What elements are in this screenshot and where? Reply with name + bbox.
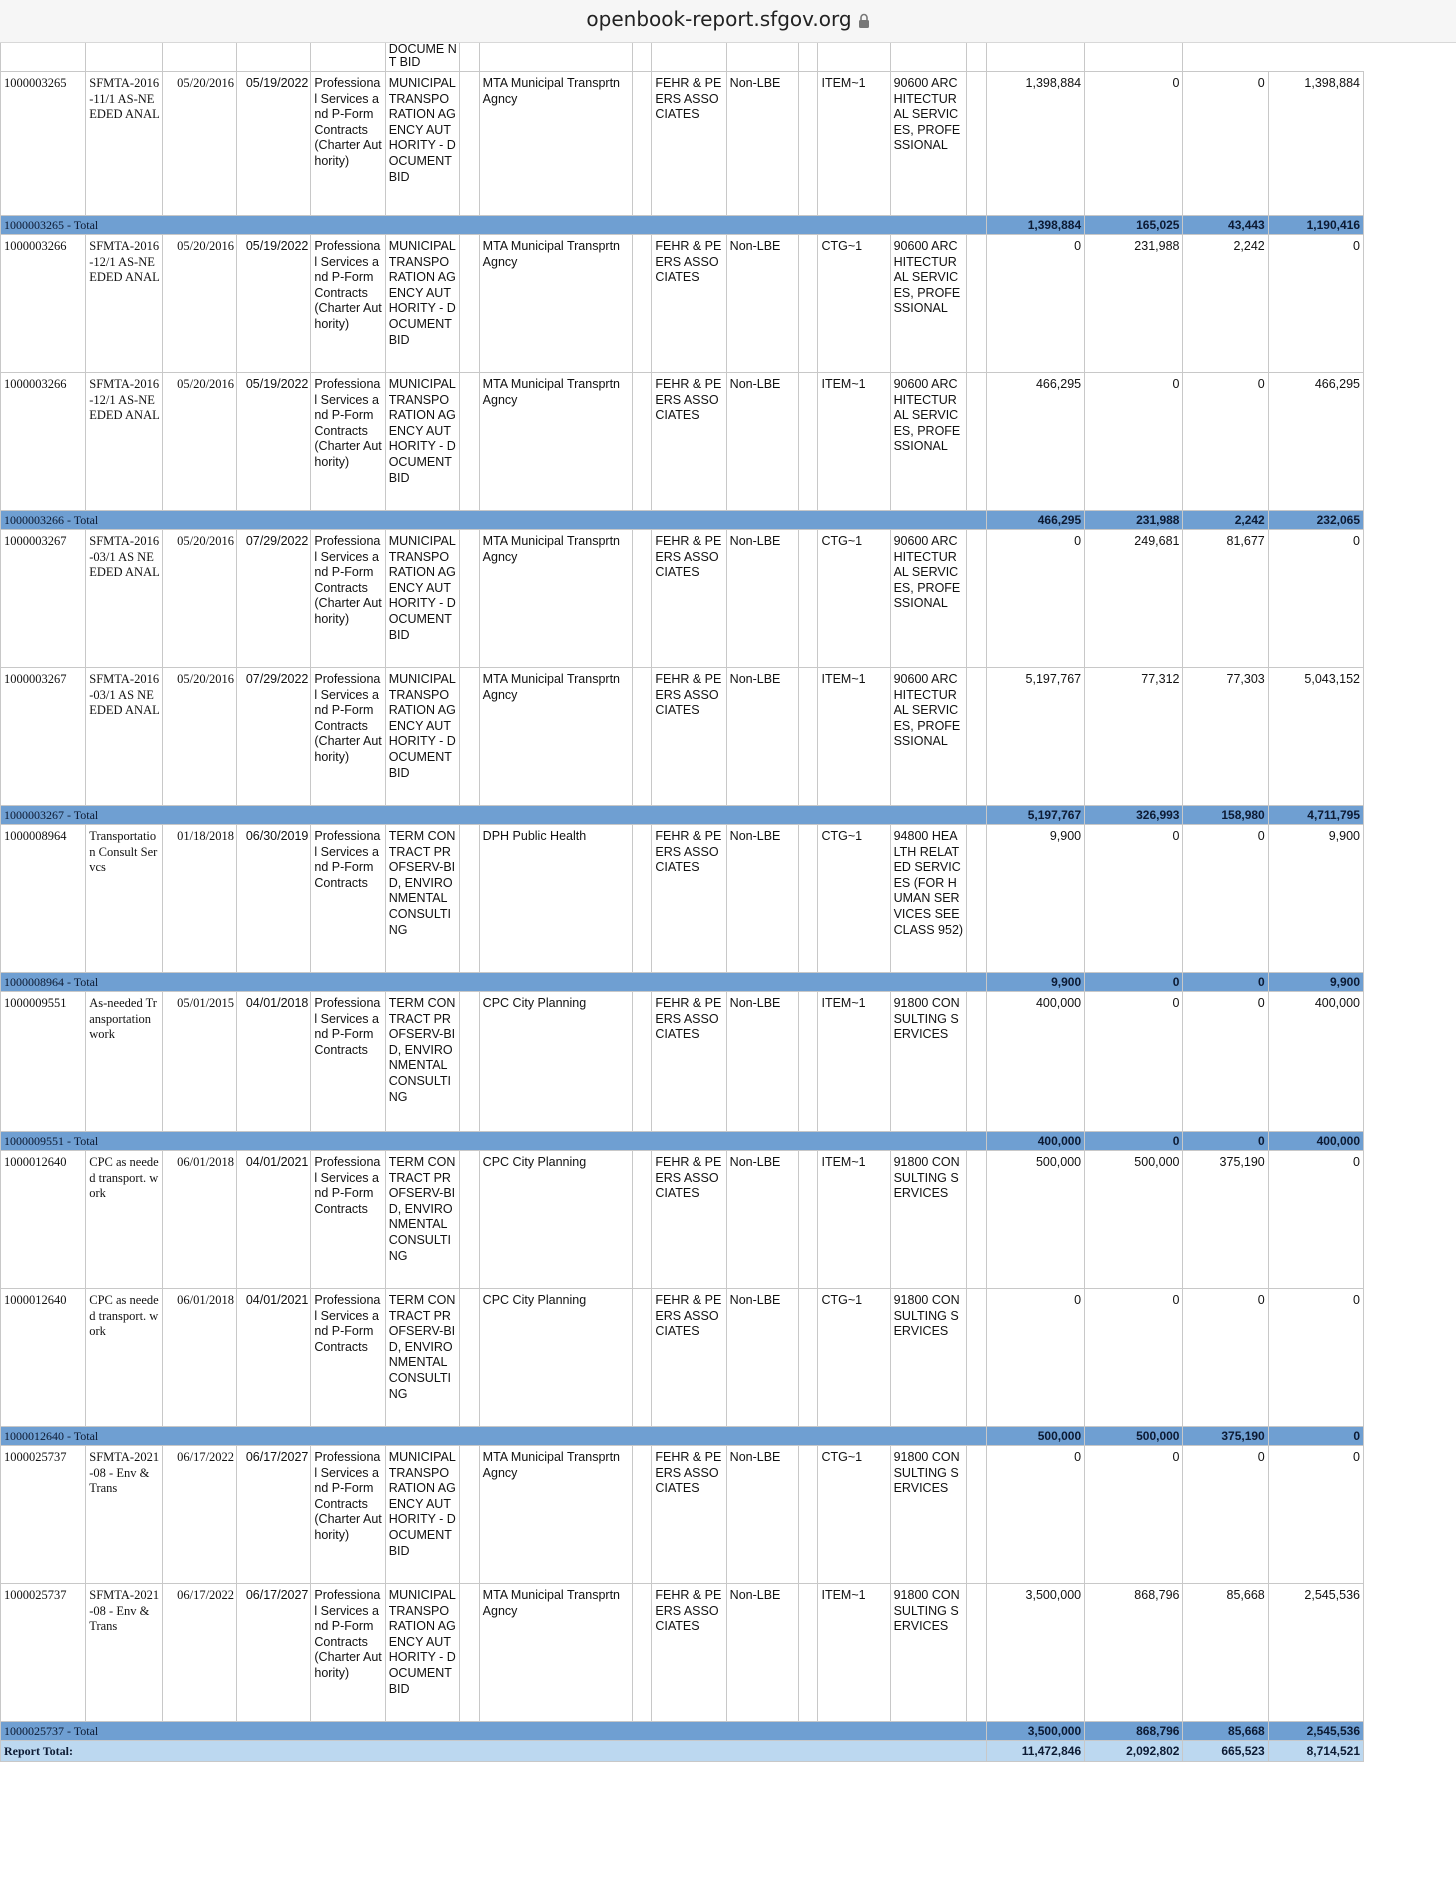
contract-type-cell: Professional Services and P-Form Contracts — [311, 825, 385, 973]
subtotal-po-amount: 231,988 — [1085, 511, 1183, 530]
supplier-cell: FEHR & PEERS ASSOCIATES — [652, 1151, 726, 1289]
clipped-cell — [1, 43, 86, 72]
remaining-amount-cell: 9,900 — [1268, 825, 1363, 973]
spacer-cell — [967, 72, 987, 216]
contract-type-cell: Professional Services and P-Form Contracts — [311, 1289, 385, 1427]
line-item-cell: CTG~1 — [818, 1446, 890, 1584]
po-number-cell: 1000012640 — [1, 1151, 86, 1289]
contract-title-cell: CPC as needed transport. work — [86, 1151, 163, 1289]
subtotal-paid: 375,190 — [1183, 1427, 1268, 1446]
contract-title-cell: SFMTA-2016-11/1 AS-NEEDED ANAL — [86, 72, 163, 216]
end-date-cell: 06/17/2027 — [237, 1446, 311, 1584]
department-cell: CPC City Planning — [479, 992, 632, 1132]
clipped-cell — [726, 43, 798, 72]
start-date-cell: 05/20/2016 — [162, 668, 236, 806]
spacer-cell — [967, 992, 987, 1132]
po-amount-cell: 0 — [1085, 1289, 1183, 1427]
table-row — [1, 1584, 1364, 1722]
agreed-amount-cell: 5,197,767 — [986, 668, 1084, 806]
clipped-cell — [311, 43, 385, 72]
remaining-amount-cell: 0 — [1268, 1289, 1363, 1427]
remaining-amount-cell: 0 — [1268, 530, 1363, 668]
remaining-amount-cell: 2,545,536 — [1268, 1584, 1363, 1722]
department-cell: MTA Municipal Transprtn Agncy — [479, 72, 632, 216]
supplier-cell: FEHR & PEERS ASSOCIATES — [652, 992, 726, 1132]
po-number-cell: 1000009551 — [1, 992, 86, 1132]
line-item-cell: ITEM~1 — [818, 1584, 890, 1722]
po-amount-cell: 0 — [1085, 992, 1183, 1132]
remaining-amount-cell: 0 — [1268, 235, 1363, 373]
award-type-cell: MUNICIPAL TRANSPORATION AGENCY AUTHORITY - DOCUMENT BID — [385, 72, 459, 216]
clipped-cell: DOCUME NT BID — [385, 43, 459, 72]
subtotal-po-amount: 0 — [1085, 973, 1183, 992]
lbe-status-cell: Non-LBE — [726, 235, 798, 373]
lbe-status-cell: Non-LBE — [726, 373, 798, 511]
subtotal-paid: 2,242 — [1183, 511, 1268, 530]
table-row — [1, 668, 1364, 806]
agreed-amount-cell: 0 — [986, 1446, 1084, 1584]
department-cell: MTA Municipal Transprtn Agncy — [479, 1446, 632, 1584]
line-item-cell: CTG~1 — [818, 235, 890, 373]
end-date-cell: 07/29/2022 — [237, 530, 311, 668]
subtotal-row — [1, 216, 1364, 235]
subtotal-label: 1000003267 - Total — [1, 806, 987, 825]
subtotal-agreed: 3,500,000 — [986, 1722, 1084, 1741]
start-date-cell: 05/20/2016 — [162, 530, 236, 668]
contract-title-cell: As-needed Transportation work — [86, 992, 163, 1132]
subtotal-remaining: 400,000 — [1268, 1132, 1363, 1151]
commodity-cell: 91800 CONSULTING SERVICES — [890, 1151, 967, 1289]
po-amount-cell: 249,681 — [1085, 530, 1183, 668]
subtotal-agreed: 9,900 — [986, 973, 1084, 992]
lock-icon — [858, 9, 870, 33]
commodity-cell: 91800 CONSULTING SERVICES — [890, 1584, 967, 1722]
department-cell: CPC City Planning — [479, 1289, 632, 1427]
lbe-status-cell: Non-LBE — [726, 825, 798, 973]
paid-amount-cell: 0 — [1183, 1446, 1268, 1584]
spacer-cell — [460, 992, 480, 1132]
clipped-cell — [818, 43, 890, 72]
agreed-amount-cell: 0 — [986, 235, 1084, 373]
award-type-cell: MUNICIPAL TRANSPORATION AGENCY AUTHORITY - DOCUMENT BID — [385, 235, 459, 373]
spacer-cell — [460, 235, 480, 373]
end-date-cell: 04/01/2021 — [237, 1151, 311, 1289]
clipped-cell — [237, 43, 311, 72]
remaining-amount-cell: 5,043,152 — [1268, 668, 1363, 806]
paid-amount-cell: 2,242 — [1183, 235, 1268, 373]
table-row — [1, 1289, 1364, 1427]
contract-type-cell: Professional Services and P-Form Contracts (Charter Authority) — [311, 1446, 385, 1584]
spacer-cell — [967, 825, 987, 973]
table-row — [1, 992, 1364, 1132]
supplier-cell: FEHR & PEERS ASSOCIATES — [652, 1289, 726, 1427]
clipped-cell — [798, 43, 818, 72]
subtotal-row — [1, 973, 1364, 992]
subtotal-paid: 0 — [1183, 1132, 1268, 1151]
spacer-cell — [967, 1289, 987, 1427]
lbe-status-cell: Non-LBE — [726, 1289, 798, 1427]
subtotal-po-amount: 500,000 — [1085, 1427, 1183, 1446]
spacer-cell — [798, 992, 818, 1132]
spacer-cell — [798, 1584, 818, 1722]
department-cell: MTA Municipal Transprtn Agncy — [479, 373, 632, 511]
department-cell: MTA Municipal Transprtn Agncy — [479, 235, 632, 373]
po-amount-cell: 231,988 — [1085, 235, 1183, 373]
award-type-cell: MUNICIPAL TRANSPORATION AGENCY AUTHORITY - DOCUMENT BID — [385, 668, 459, 806]
commodity-cell: 90600 ARCHITECTURAL SERVICES, PROFESSIONAL — [890, 530, 967, 668]
subtotal-paid: 0 — [1183, 973, 1268, 992]
report-total-label: Report Total: — [1, 1741, 987, 1762]
spacer-cell — [798, 530, 818, 668]
report-table — [0, 43, 1364, 1762]
spacer-cell — [632, 1584, 652, 1722]
clipped-cell — [460, 43, 480, 72]
start-date-cell: 06/17/2022 — [162, 1446, 236, 1584]
supplier-cell: FEHR & PEERS ASSOCIATES — [652, 72, 726, 216]
spacer-cell — [460, 1289, 480, 1427]
contract-type-cell: Professional Services and P-Form Contracts (Charter Authority) — [311, 72, 385, 216]
agreed-amount-cell: 500,000 — [986, 1151, 1084, 1289]
spacer-cell — [632, 530, 652, 668]
commodity-cell: 90600 ARCHITECTURAL SERVICES, PROFESSIONAL — [890, 235, 967, 373]
end-date-cell: 07/29/2022 — [237, 668, 311, 806]
department-cell: DPH Public Health — [479, 825, 632, 973]
agreed-amount-cell: 0 — [986, 1289, 1084, 1427]
po-amount-cell: 0 — [1085, 373, 1183, 511]
clipped-cell — [162, 43, 236, 72]
subtotal-paid: 43,443 — [1183, 216, 1268, 235]
line-item-cell: ITEM~1 — [818, 72, 890, 216]
report-total-remaining: 8,714,521 — [1268, 1741, 1363, 1762]
contract-type-cell: Professional Services and P-Form Contracts (Charter Authority) — [311, 373, 385, 511]
spacer-cell — [460, 373, 480, 511]
spacer-cell — [798, 668, 818, 806]
line-item-cell: CTG~1 — [818, 825, 890, 973]
spacer-cell — [967, 1584, 987, 1722]
clipped-cell — [86, 43, 163, 72]
spacer-cell — [460, 1446, 480, 1584]
spacer-cell — [460, 72, 480, 216]
line-item-cell: ITEM~1 — [818, 992, 890, 1132]
award-type-cell: TERM CONTRACT PROFSERV-BID, ENVIRONMENTAL CONSULTING — [385, 1151, 459, 1289]
subtotal-label: 1000003266 - Total — [1, 511, 987, 530]
table-row — [1, 825, 1364, 973]
subtotal-row — [1, 1132, 1364, 1151]
subtotal-label: 1000009551 - Total — [1, 1132, 987, 1151]
paid-amount-cell: 77,303 — [1183, 668, 1268, 806]
po-amount-cell: 500,000 — [1085, 1151, 1183, 1289]
remaining-amount-cell: 400,000 — [1268, 992, 1363, 1132]
po-number-cell: 1000008964 — [1, 825, 86, 973]
start-date-cell: 05/01/2015 — [162, 992, 236, 1132]
subtotal-label: 1000025737 - Total — [1, 1722, 987, 1741]
spacer-cell — [967, 530, 987, 668]
spacer-cell — [798, 1289, 818, 1427]
contract-type-cell: Professional Services and P-Form Contracts (Charter Authority) — [311, 235, 385, 373]
lbe-status-cell: Non-LBE — [726, 72, 798, 216]
end-date-cell: 06/17/2027 — [237, 1584, 311, 1722]
po-number-cell: 1000003267 — [1, 530, 86, 668]
paid-amount-cell: 0 — [1183, 825, 1268, 973]
paid-amount-cell: 0 — [1183, 992, 1268, 1132]
spacer-cell — [460, 668, 480, 806]
award-type-cell: MUNICIPAL TRANSPORATION AGENCY AUTHORITY - DOCUMENT BID — [385, 1584, 459, 1722]
end-date-cell: 06/30/2019 — [237, 825, 311, 973]
start-date-cell: 05/20/2016 — [162, 235, 236, 373]
spacer-cell — [798, 72, 818, 216]
lbe-status-cell: Non-LBE — [726, 1151, 798, 1289]
page-bottom-margin — [0, 1862, 1456, 1891]
supplier-cell: FEHR & PEERS ASSOCIATES — [652, 1446, 726, 1584]
commodity-cell: 94800 HEALTH RELATED SERVICES (FOR HUMAN SERVICES SEE CLASS 952) — [890, 825, 967, 973]
supplier-cell: FEHR & PEERS ASSOCIATES — [652, 825, 726, 973]
award-type-cell: MUNICIPAL TRANSPORATION AGENCY AUTHORITY - DOCUMENT BID — [385, 530, 459, 668]
subtotal-remaining: 0 — [1268, 1427, 1363, 1446]
spacer-cell — [632, 825, 652, 973]
award-type-cell: MUNICIPAL TRANSPORATION AGENCY AUTHORITY - DOCUMENT BID — [385, 1446, 459, 1584]
table-row — [1, 1446, 1364, 1584]
po-number-cell: 1000003266 — [1, 373, 86, 511]
agreed-amount-cell: 1,398,884 — [986, 72, 1084, 216]
subtotal-row — [1, 1722, 1364, 1741]
clipped-cell — [652, 43, 726, 72]
subtotal-agreed: 1,398,884 — [986, 216, 1084, 235]
subtotal-agreed: 500,000 — [986, 1427, 1084, 1446]
spacer-cell — [632, 1446, 652, 1584]
po-amount-cell: 0 — [1085, 72, 1183, 216]
spacer-cell — [967, 668, 987, 806]
report-table-container — [0, 43, 1364, 1762]
subtotal-remaining: 4,711,795 — [1268, 806, 1363, 825]
lbe-status-cell: Non-LBE — [726, 1584, 798, 1722]
lbe-status-cell: Non-LBE — [726, 1446, 798, 1584]
contract-type-cell: Professional Services and P-Form Contracts — [311, 1151, 385, 1289]
commodity-cell: 90600 ARCHITECTURAL SERVICES, PROFESSIONAL — [890, 668, 967, 806]
remaining-amount-cell: 0 — [1268, 1446, 1363, 1584]
spacer-cell — [632, 235, 652, 373]
subtotal-row — [1, 806, 1364, 825]
spacer-cell — [632, 373, 652, 511]
clipped-cell — [967, 43, 987, 72]
po-number-cell: 1000003266 — [1, 235, 86, 373]
spacer-cell — [798, 373, 818, 511]
clipped-cell — [1085, 43, 1183, 72]
subtotal-remaining: 2,545,536 — [1268, 1722, 1363, 1741]
supplier-cell: FEHR & PEERS ASSOCIATES — [652, 235, 726, 373]
spacer-cell — [967, 235, 987, 373]
commodity-cell: 91800 CONSULTING SERVICES — [890, 1446, 967, 1584]
clipped-cell — [986, 43, 1084, 72]
paid-amount-cell: 0 — [1183, 373, 1268, 511]
clipped-row — [1, 43, 1364, 72]
end-date-cell: 05/19/2022 — [237, 72, 311, 216]
line-item-cell: ITEM~1 — [818, 668, 890, 806]
remaining-amount-cell: 1,398,884 — [1268, 72, 1363, 216]
contract-title-cell: SFMTA-2016-12/1 AS-NEEDED ANAL — [86, 235, 163, 373]
po-number-cell: 1000025737 — [1, 1584, 86, 1722]
spacer-cell — [798, 825, 818, 973]
paid-amount-cell: 375,190 — [1183, 1151, 1268, 1289]
start-date-cell: 06/01/2018 — [162, 1151, 236, 1289]
browser-address-bar[interactable] — [0, 0, 1456, 43]
po-amount-cell: 77,312 — [1085, 668, 1183, 806]
spacer-cell — [460, 1584, 480, 1722]
subtotal-label: 1000003265 - Total — [1, 216, 987, 235]
subtotal-agreed: 466,295 — [986, 511, 1084, 530]
lbe-status-cell: Non-LBE — [726, 668, 798, 806]
report-total-row — [1, 1741, 1364, 1762]
supplier-cell: FEHR & PEERS ASSOCIATES — [652, 530, 726, 668]
spacer-cell — [460, 1151, 480, 1289]
table-row — [1, 72, 1364, 216]
line-item-cell: ITEM~1 — [818, 1151, 890, 1289]
paid-amount-cell: 0 — [1183, 1289, 1268, 1427]
contract-type-cell: Professional Services and P-Form Contracts — [311, 992, 385, 1132]
commodity-cell: 91800 CONSULTING SERVICES — [890, 992, 967, 1132]
contract-type-cell: Professional Services and P-Form Contracts (Charter Authority) — [311, 668, 385, 806]
line-item-cell: ITEM~1 — [818, 373, 890, 511]
spacer-cell — [632, 1151, 652, 1289]
spacer-cell — [967, 373, 987, 511]
start-date-cell: 05/20/2016 — [162, 72, 236, 216]
paid-amount-cell: 81,677 — [1183, 530, 1268, 668]
commodity-cell: 90600 ARCHITECTURAL SERVICES, PROFESSIONAL — [890, 373, 967, 511]
url-text[interactable]: openbook-report.sfgov.org — [586, 7, 852, 31]
contract-title-cell: CPC as needed transport. work — [86, 1289, 163, 1427]
award-type-cell: TERM CONTRACT PROFSERV-BID, ENVIRONMENTAL CONSULTING — [385, 825, 459, 973]
supplier-cell: FEHR & PEERS ASSOCIATES — [652, 668, 726, 806]
subtotal-po-amount: 868,796 — [1085, 1722, 1183, 1741]
agreed-amount-cell: 400,000 — [986, 992, 1084, 1132]
contract-title-cell: SFMTA-2021-08 - Env & Trans — [86, 1446, 163, 1584]
table-row — [1, 373, 1364, 511]
spacer-cell — [967, 1446, 987, 1584]
spacer-cell — [632, 72, 652, 216]
agreed-amount-cell: 466,295 — [986, 373, 1084, 511]
lbe-status-cell: Non-LBE — [726, 530, 798, 668]
subtotal-po-amount: 165,025 — [1085, 216, 1183, 235]
po-amount-cell: 0 — [1085, 825, 1183, 973]
subtotal-paid: 85,668 — [1183, 1722, 1268, 1741]
table-row — [1, 530, 1364, 668]
contract-title-cell: Transportation Consult Servcs — [86, 825, 163, 973]
subtotal-label: 1000008964 - Total — [1, 973, 987, 992]
paid-amount-cell: 0 — [1183, 72, 1268, 216]
paid-amount-cell: 85,668 — [1183, 1584, 1268, 1722]
remaining-amount-cell: 466,295 — [1268, 373, 1363, 511]
award-type-cell: TERM CONTRACT PROFSERV-BID, ENVIRONMENTAL CONSULTING — [385, 1289, 459, 1427]
start-date-cell: 06/17/2022 — [162, 1584, 236, 1722]
spacer-cell — [632, 992, 652, 1132]
end-date-cell: 04/01/2021 — [237, 1289, 311, 1427]
supplier-cell: FEHR & PEERS ASSOCIATES — [652, 1584, 726, 1722]
subtotal-row — [1, 511, 1364, 530]
spacer-cell — [460, 825, 480, 973]
spacer-cell — [798, 235, 818, 373]
contract-title-cell: SFMTA-2021-08 - Env & Trans — [86, 1584, 163, 1722]
table-row — [1, 235, 1364, 373]
department-cell: MTA Municipal Transprtn Agncy — [479, 1584, 632, 1722]
spacer-cell — [632, 1289, 652, 1427]
award-type-cell: TERM CONTRACT PROFSERV-BID, ENVIRONMENTAL CONSULTING — [385, 992, 459, 1132]
report-total-po-amount: 2,092,802 — [1085, 1741, 1183, 1762]
spacer-cell — [798, 1151, 818, 1289]
subtotal-remaining: 232,065 — [1268, 511, 1363, 530]
po-amount-cell: 0 — [1085, 1446, 1183, 1584]
clipped-cell — [632, 43, 652, 72]
report-total-agreed: 11,472,846 — [986, 1741, 1084, 1762]
spacer-cell — [967, 1151, 987, 1289]
contract-type-cell: Professional Services and P-Form Contracts (Charter Authority) — [311, 530, 385, 668]
remaining-amount-cell: 0 — [1268, 1151, 1363, 1289]
end-date-cell: 04/01/2018 — [237, 992, 311, 1132]
subtotal-remaining: 9,900 — [1268, 973, 1363, 992]
supplier-cell: FEHR & PEERS ASSOCIATES — [652, 373, 726, 511]
table-row — [1, 1151, 1364, 1289]
po-number-cell: 1000003265 — [1, 72, 86, 216]
department-cell: MTA Municipal Transprtn Agncy — [479, 530, 632, 668]
department-cell: MTA Municipal Transprtn Agncy — [479, 668, 632, 806]
contract-title-cell: SFMTA-2016-12/1 AS-NEEDED ANAL — [86, 373, 163, 511]
department-cell: CPC City Planning — [479, 1151, 632, 1289]
end-date-cell: 05/19/2022 — [237, 235, 311, 373]
end-date-cell: 05/19/2022 — [237, 373, 311, 511]
report-total-paid: 665,523 — [1183, 1741, 1268, 1762]
po-number-cell: 1000003267 — [1, 668, 86, 806]
commodity-cell: 91800 CONSULTING SERVICES — [890, 1289, 967, 1427]
subtotal-po-amount: 326,993 — [1085, 806, 1183, 825]
subtotal-paid: 158,980 — [1183, 806, 1268, 825]
contract-title-cell: SFMTA-2016-03/1 AS NEEDED ANAL — [86, 530, 163, 668]
clipped-cell — [479, 43, 632, 72]
agreed-amount-cell: 9,900 — [986, 825, 1084, 973]
agreed-amount-cell: 0 — [986, 530, 1084, 668]
start-date-cell: 06/01/2018 — [162, 1289, 236, 1427]
line-item-cell: CTG~1 — [818, 530, 890, 668]
subtotal-row — [1, 1427, 1364, 1446]
po-number-cell: 1000025737 — [1, 1446, 86, 1584]
lbe-status-cell: Non-LBE — [726, 992, 798, 1132]
agreed-amount-cell: 3,500,000 — [986, 1584, 1084, 1722]
spacer-cell — [798, 1446, 818, 1584]
po-amount-cell: 868,796 — [1085, 1584, 1183, 1722]
subtotal-label: 1000012640 - Total — [1, 1427, 987, 1446]
start-date-cell: 01/18/2018 — [162, 825, 236, 973]
spacer-cell — [460, 530, 480, 668]
po-number-cell: 1000012640 — [1, 1289, 86, 1427]
contract-type-cell: Professional Services and P-Form Contracts (Charter Authority) — [311, 1584, 385, 1722]
subtotal-agreed: 400,000 — [986, 1132, 1084, 1151]
line-item-cell: CTG~1 — [818, 1289, 890, 1427]
subtotal-remaining: 1,190,416 — [1268, 216, 1363, 235]
spacer-cell — [632, 668, 652, 806]
subtotal-agreed: 5,197,767 — [986, 806, 1084, 825]
contract-title-cell: SFMTA-2016-03/1 AS NEEDED ANAL — [86, 668, 163, 806]
subtotal-po-amount: 0 — [1085, 1132, 1183, 1151]
clipped-cell — [890, 43, 967, 72]
award-type-cell: MUNICIPAL TRANSPORATION AGENCY AUTHORITY - DOCUMENT BID — [385, 373, 459, 511]
commodity-cell: 90600 ARCHITECTURAL SERVICES, PROFESSIONAL — [890, 72, 967, 216]
start-date-cell: 05/20/2016 — [162, 373, 236, 511]
